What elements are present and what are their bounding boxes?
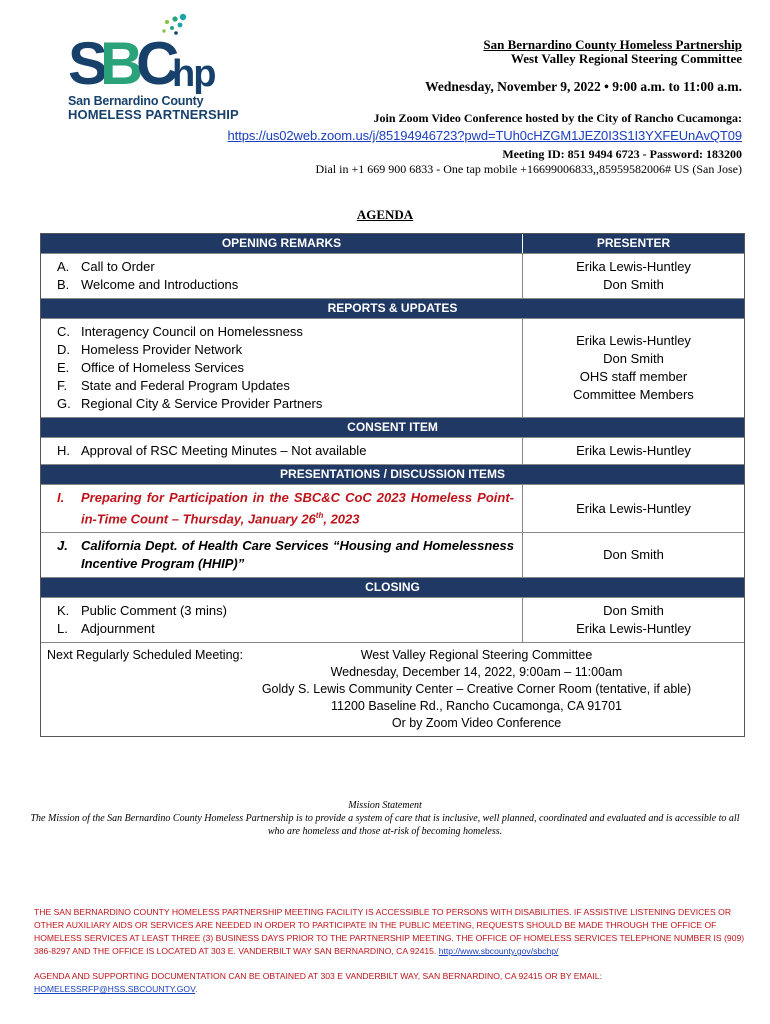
presenter: Don Smith	[603, 277, 664, 292]
next-meeting-row	[41, 642, 744, 736]
presentation-item-i	[41, 485, 522, 532]
agenda-item-b	[57, 276, 514, 294]
table-row	[41, 318, 744, 417]
agenda-item-k	[57, 602, 514, 620]
next-meeting-line: Goldy S. Lewis Community Center – Creative Corner Room (tentative, if able)	[261, 682, 692, 697]
opening-presenters	[522, 254, 744, 298]
item-letter: D.	[57, 342, 70, 357]
table-row	[41, 484, 744, 532]
closing-presenters	[522, 598, 744, 642]
agenda-item-d	[57, 341, 514, 359]
next-meeting-label: Next Regularly Scheduled Meeting:	[47, 648, 243, 663]
next-meeting-line: 11200 Baseline Rd., Rancho Cucamonga, CA 91701	[331, 699, 622, 714]
agenda-item-g	[57, 395, 514, 413]
presenter: Erika Lewis-Huntley	[576, 621, 691, 637]
svg-text:S: S	[68, 30, 105, 96]
presenter: Committee Members	[573, 387, 694, 402]
presentation-j-presenter	[522, 533, 744, 577]
item-text: California Dept. of Health Care Services “Housing and Homelessness Incentive Program (HHIP)”	[81, 538, 514, 572]
item-text: Call to Order	[81, 259, 155, 274]
dial-in: Dial in +1 669 900 6833 - One tap mobile +16699006833,,85959582006# US (San Jose)	[315, 162, 742, 176]
item-text: State and Federal Program Updates	[81, 378, 290, 393]
svg-text:C: C	[136, 30, 176, 96]
agenda-table	[40, 233, 745, 737]
item-letter: G.	[57, 396, 71, 411]
notice-text: THE SAN BERNARDINO COUNTY HOMELESS PARTNERSHIP MEETING FACILITY IS ACCESSIBLE TO PERSONS WITH DISABILITIES. IF ASSISTIVE LISTENING DEVICES OR OTHER AUXILIARY AIDS OR SERVICES ARE NEEDED IN ORDER TO PARTICIPATE IN THE PUBLIC MEETING, REQUESTS SHOULD BE MADE THROUGH THE OFFICE OF HOMELESS SERVICES AT LEAST THREE (3) BUSINESS DAYS PRIOR TO THE PARTNERSHIP MEETING. THE OFFICE OF HOMELESS SERVICES TELEPHONE NUMBER IS (909) 386-8297 AND THE OFFICE IS LOCATED AT 303 E. VANDERBILT WAY SAN BERNARDINO, CA 92415.	[34, 907, 745, 956]
accessibility-notice	[34, 906, 746, 958]
table-row	[41, 532, 744, 577]
section-header-presentations: PRESENTATIONS / DISCUSSION ITEMS	[280, 467, 505, 481]
meeting-datetime: Wednesday, November 9, 2022 • 9:00 a.m. to 11:00 a.m.	[425, 79, 742, 94]
table-row	[41, 437, 744, 464]
item-text: Public Comment (3 mins)	[81, 603, 227, 619]
meeting-id: Meeting ID: 851 9494 6723 - Password: 183200	[502, 147, 742, 161]
docs-text: AGENDA AND SUPPORTING DOCUMENTATION CAN BE OBTAINED AT 303 E VANDERBILT WAY, SAN BERNARDINO, CA 92415 OR BY EMAIL:	[34, 971, 602, 981]
item-letter: E.	[57, 360, 70, 375]
presenter: Don Smith	[603, 547, 664, 563]
item-letter: A.	[57, 259, 70, 274]
section-header-consent: CONSENT ITEM	[347, 420, 438, 434]
agenda-item-f	[57, 377, 514, 395]
logo-line1: San Bernardino County	[68, 94, 204, 108]
org-name: San Bernardino County Homeless Partnership	[483, 37, 742, 52]
next-meeting-details	[217, 647, 736, 732]
presenter: Don Smith	[603, 603, 664, 619]
item-letter: H.	[57, 443, 70, 458]
item-text-sup: th	[315, 511, 324, 520]
item-text	[81, 489, 514, 528]
opening-items	[41, 254, 522, 298]
logo-mark-icon	[68, 12, 228, 96]
zoom-host: Join Zoom Video Conference hosted by the City of Rancho Cucamonga:	[373, 111, 742, 125]
next-meeting-line: Wednesday, December 14, 2022, 9:00am – 11:00am	[330, 665, 623, 680]
section-header-closing: CLOSING	[365, 580, 420, 595]
presenter: OHS staff member	[579, 369, 688, 384]
agenda-item-c	[57, 323, 514, 341]
agenda-item-h	[57, 442, 514, 460]
reports-presenters	[522, 319, 744, 417]
consent-items	[41, 438, 522, 464]
consent-header-row	[41, 417, 744, 437]
agenda-item-j	[57, 537, 514, 573]
presentation-i-presenter	[522, 485, 744, 532]
item-text-end: , 2023	[323, 511, 360, 527]
table-row	[41, 597, 744, 642]
zoom-link[interactable]: https://us02web.zoom.us/j/85194946723?pwd=TUh0cHZGM1JEZ0I3S1I3YXFEUnAvQT09	[227, 128, 742, 143]
email-link[interactable]: HOMELESSRFP@HSS.SBCOUNTY.GOV	[34, 984, 196, 994]
consent-presenters	[522, 438, 744, 464]
table-row	[41, 253, 744, 298]
next-meeting-line: Or by Zoom Video Conference	[391, 716, 562, 731]
item-letter: C.	[57, 324, 70, 339]
item-letter: B.	[57, 277, 70, 292]
closing-items	[41, 598, 522, 642]
item-letter: I.	[57, 490, 65, 505]
presenter: Erika Lewis-Huntley	[576, 443, 691, 458]
agenda-title: AGENDA	[356, 207, 414, 222]
item-letter: F.	[57, 378, 68, 393]
presenter: Erika Lewis-Huntley	[576, 333, 691, 348]
presentations-header-row	[41, 464, 744, 484]
svg-text:B: B	[100, 30, 140, 96]
presenter: Erika Lewis-Huntley	[576, 259, 691, 274]
sbchp-website-link[interactable]: http://www.sbcounty.gov/sbchp/	[438, 946, 559, 956]
reports-header-row	[41, 298, 744, 318]
presentation-item-j	[41, 533, 522, 577]
closing-header-row	[41, 577, 744, 597]
section-header-reports: REPORTS & UPDATES	[327, 301, 458, 315]
presenter: Erika Lewis-Huntley	[576, 500, 691, 516]
documentation-notice	[34, 970, 746, 996]
item-text: Adjournment	[81, 621, 155, 637]
agenda-item-e	[57, 359, 514, 377]
item-text: Welcome and Introductions	[81, 277, 239, 292]
item-text: Regional City & Service Provider Partners	[81, 396, 323, 411]
item-text: Approval of RSC Meeting Minutes – Not available	[81, 443, 367, 458]
committee-name: West Valley Regional Steering Committee	[510, 51, 742, 66]
email-suffix: .	[195, 984, 198, 994]
item-letter: J.	[57, 538, 68, 554]
item-letter: K.	[57, 603, 70, 619]
mission-title: Mission Statement	[348, 800, 422, 811]
agenda-item-l	[57, 620, 514, 638]
item-text: Interagency Council on Homelessness	[81, 324, 303, 339]
section-header-opening: OPENING REMARKS	[221, 236, 342, 250]
item-text-main: Preparing for Participation in the SBC&C CoC 2023 Homeless Point-in-Time Count – Thursday, January 26	[81, 490, 514, 527]
mission-statement	[28, 799, 742, 838]
svg-text:hp: hp	[172, 53, 215, 95]
presenter: Don Smith	[603, 351, 664, 366]
item-letter: L.	[57, 621, 68, 637]
logo-line2: HOMELESS PARTNERSHIP	[68, 107, 239, 122]
agenda-item-a	[57, 258, 514, 276]
item-text: Office of Homeless Services	[81, 360, 245, 375]
sbchp-logo	[68, 12, 239, 122]
opening-header-row	[41, 234, 744, 253]
reports-items	[41, 319, 522, 417]
mission-text: The Mission of the San Bernardino County Homeless Partnership is to provide a system of care that is inclusive, well planned, coordinated and evaluated and is accessible to all who are homeless and those at-risk of becoming homeless.	[30, 813, 740, 837]
next-meeting-line: West Valley Regional Steering Committee	[360, 648, 593, 663]
item-text: Homeless Provider Network	[81, 342, 243, 357]
next-meeting	[41, 643, 744, 736]
presenter-header: PRESENTER	[522, 234, 744, 253]
agenda-item-i	[57, 489, 514, 528]
